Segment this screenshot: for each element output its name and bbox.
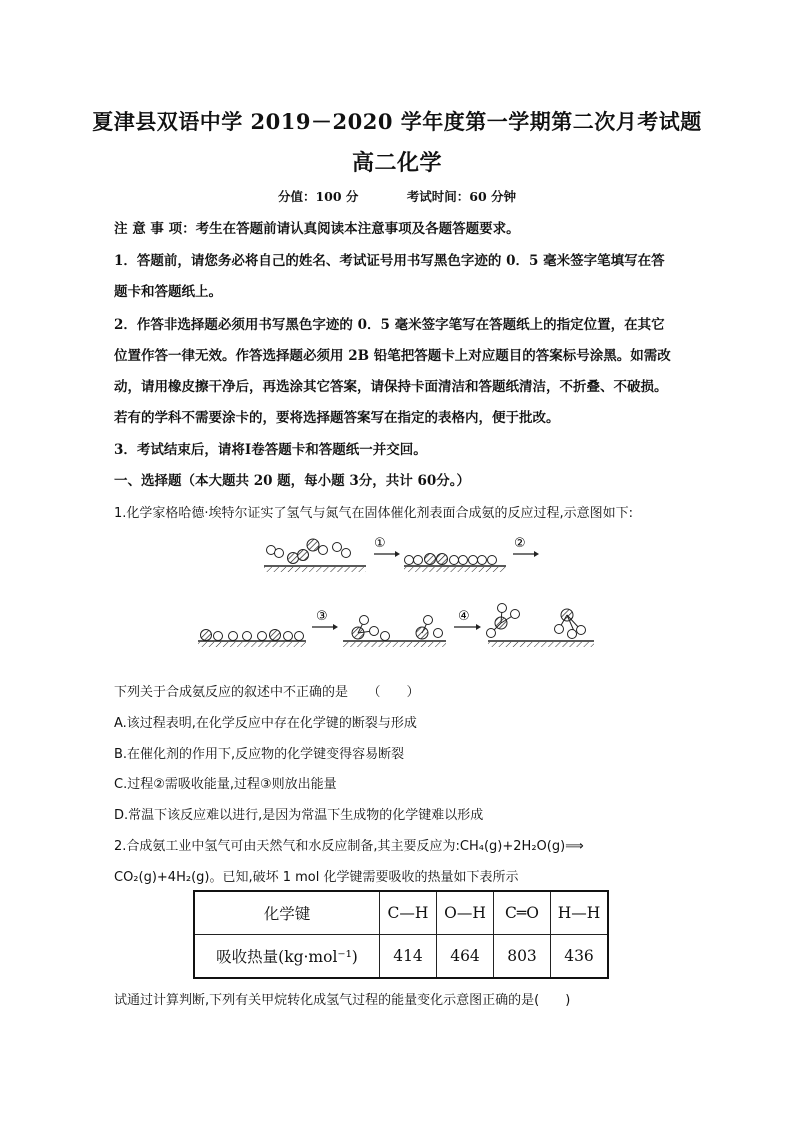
- table-header-cell: C—H: [380, 891, 437, 935]
- notice-item-2-line-3: 动，请用橡皮擦干净后，再选涂其它答案，请保持卡面清洁和答题纸清洁，不折叠、不破损。: [114, 379, 668, 395]
- bond-energy-table: [193, 890, 609, 979]
- table-header-cell: H—H: [551, 891, 609, 935]
- notice-item-2-line-2: 位置作答一律无效。作答选择题必须用 2B 铅笔把答题卡上对应题目的答案标号涂黑。如需改: [114, 348, 671, 364]
- table-header-cell: 化学键: [194, 891, 380, 935]
- table-cell: 436: [551, 935, 609, 979]
- table-cell: 414: [380, 935, 437, 979]
- notice-item-3: 3．考试结束后，请将Ⅰ卷答题卡和答题纸一并交回。: [114, 442, 427, 458]
- reaction-diagram-bottom: [196, 603, 596, 653]
- notice-item-1-line-2: 题卡和答题纸上。: [114, 284, 222, 300]
- q1-option-c: C.过程②需吸收能量,过程③则放出能量: [114, 777, 337, 792]
- reaction-diagram-top: [262, 534, 552, 580]
- table-cell: 803: [494, 935, 551, 979]
- table-row: [194, 935, 608, 979]
- exam-title: 夏津县双语中学 2019－2020 学年度第一学期第二次月考试题: [92, 109, 702, 134]
- exam-subject: 高二化学: [351, 150, 442, 176]
- time-info: 考试时间：60 分钟: [406, 189, 517, 204]
- score-info: 分值：100 分: [277, 189, 359, 204]
- table-cell: 464: [437, 935, 494, 979]
- notice-intro: 注 意 事 项：考生在答题前请认真阅读本注意事项及各题答题要求。: [114, 221, 520, 237]
- q2-question: 试通过计算判断,下列有关甲烷转化成氢气过程的能量变化示意图正确的是( ): [114, 993, 571, 1008]
- exam-meta: [0, 187, 794, 205]
- q1-option-a: A.该过程表明,在化学反应中存在化学键的断裂与形成: [114, 716, 417, 731]
- q1-stem: 1.化学家格哈德·埃特尔证实了氢气与氮气在固体催化剂表面合成氨的反应过程,示意图如下:: [114, 506, 634, 521]
- step-label-4: ④: [458, 609, 470, 624]
- notice-item-2-line-1: 2．作答非选择题必须用书写黑色字迹的 0．5 毫米签字笔写在答题纸上的指定位置，在其它: [114, 317, 665, 333]
- step-label-1: ①: [374, 536, 386, 551]
- q1-option-b: B.在催化剂的作用下,反应物的化学键变得容易断裂: [114, 747, 405, 762]
- table-header-cell: O—H: [437, 891, 494, 935]
- q1-option-d: D.常温下该反应难以进行,是因为常温下生成物的化学键难以形成: [114, 808, 484, 823]
- step-label-2: ②: [514, 536, 526, 551]
- q2-stem-line-2: CO₂(g)+4H₂(g)。已知,破坏 1 mol 化学键需要吸收的热量如下表所示: [114, 870, 519, 885]
- table-cell: 吸收热量(kg·mol⁻¹): [194, 935, 380, 979]
- table-row: [194, 891, 608, 935]
- q1-question: 下列关于合成氨反应的叙述中不正确的是 （ ）: [114, 685, 420, 700]
- q2-stem-line-1: 2.合成氨工业中氢气可由天然气和水反应制备,其主要反应为:CH₄(g)+2H₂O(g)⟹: [114, 839, 584, 854]
- notice-item-2-line-4: 若有的学科不需要涂卡的，要将选择题答案写在指定的表格内，便于批改。: [114, 410, 560, 426]
- notice-item-1-line-1: 1．答题前，请您务必将自己的姓名、考试证号用书写黑色字迹的 0．5 毫米签字笔填写在答: [114, 253, 665, 269]
- table-header-cell: C═O: [494, 891, 551, 935]
- section-heading: 一、选择题（本大题共 20 题，每小题 3分，共计 60分。）: [114, 473, 471, 489]
- step-label-3: ③: [316, 609, 328, 624]
